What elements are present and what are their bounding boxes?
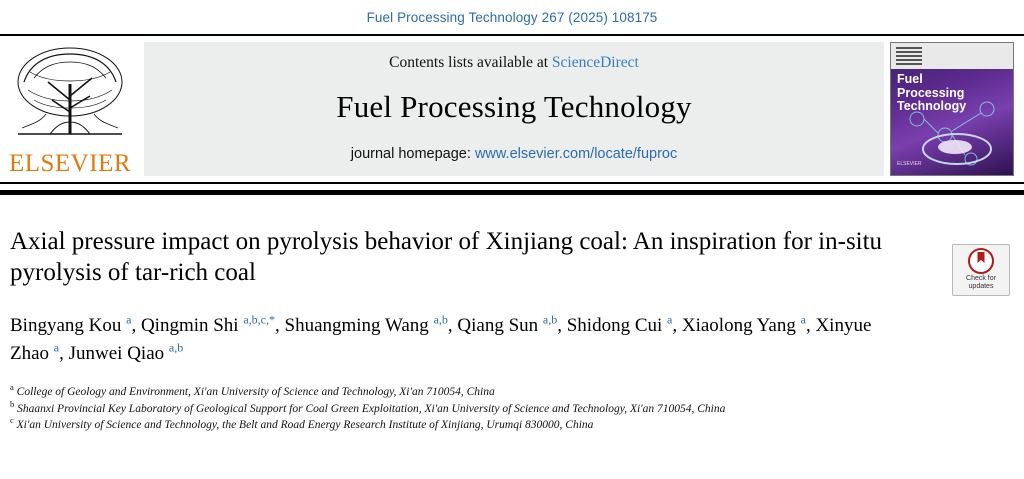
crossmark-line2: updates — [968, 283, 994, 290]
author-affiliation-mark: a,b — [433, 312, 448, 327]
elsevier-tree-icon — [4, 38, 136, 150]
affiliation-mark: a — [10, 382, 14, 393]
author-affiliation-mark: a,b — [542, 312, 558, 327]
affiliation-list — [10, 384, 1014, 434]
cover-header-bar — [891, 43, 1013, 69]
journal-masthead — [0, 34, 1024, 184]
author-name: Junwei Qiao — [68, 343, 169, 364]
journal-homepage-link[interactable]: www.elsevier.com/locate/fuproc — [474, 146, 678, 162]
author-separator: , — [447, 315, 458, 336]
affiliation-mark: c — [10, 415, 14, 426]
author-separator: , — [275, 315, 285, 336]
author-name: Shuangming Wang — [284, 315, 434, 336]
author-affiliation-mark: a — [53, 340, 60, 355]
article-header — [0, 226, 1024, 434]
author-affiliation-mark: a — [800, 312, 806, 327]
cover-title — [897, 73, 966, 114]
crossmark-line1: Check for — [966, 275, 996, 282]
affiliation-text: Shaanxi Provincial Key Laboratory of Geological Support for Coal Green Exploitation, Xi'an University of Science and Technology, Xi'an 710054, China — [14, 402, 726, 415]
running-head: Fuel Processing Technology 267 (2025) 108175 — [366, 10, 658, 25]
cover-title-line1: Fuel — [897, 72, 923, 86]
author-affiliation-mark: a,b,c,* — [243, 312, 275, 327]
sciencedirect-link[interactable]: ScienceDirect — [551, 54, 639, 71]
cover-title-line2: Processing — [897, 85, 965, 100]
author-separator: , — [59, 343, 69, 364]
cover-title-line3: Technology — [897, 99, 967, 113]
affiliation-item — [10, 398, 1014, 418]
contents-prefix: Contents lists available at — [389, 54, 549, 71]
author-affiliation-mark: a — [667, 312, 673, 327]
author-separator: , — [672, 315, 682, 336]
author-affiliation-mark: a,b — [168, 340, 184, 355]
author-name: Bingyang Kou — [10, 315, 127, 336]
author-separator: , — [131, 315, 141, 336]
contents-line — [389, 54, 639, 72]
author-name: Xiaolong Yang — [681, 315, 801, 336]
journal-cover-thumbnail — [890, 42, 1014, 176]
homepage-prefix: journal homepage: — [350, 146, 471, 162]
affiliation-item — [10, 384, 1014, 401]
elsevier-logo — [0, 36, 140, 182]
cover-barcode-icon — [896, 47, 922, 65]
affiliation-text: College of Geology and Environment, Xi'an University of Science and Technology, Xi'an 710054, China — [13, 386, 495, 398]
page-title: Axial pressure impact on pyrolysis behavior of Xinjiang coal: An inspiration for in-situ pyrolysis of tar-rich coal — [10, 228, 883, 286]
affiliation-item — [10, 417, 1014, 434]
author-list — [10, 312, 910, 368]
author-separator: , — [805, 315, 816, 336]
crossmark-icon — [968, 248, 994, 274]
author-name: Qiang Sun — [457, 315, 543, 336]
journal-title: Fuel Processing Technology — [336, 89, 692, 124]
journal-band — [144, 42, 884, 176]
cover-footer: ELSEVIER — [897, 161, 922, 167]
affiliation-mark: b — [10, 398, 15, 409]
author-name: Qingmin Shi — [140, 315, 244, 336]
crossmark-badge[interactable] — [952, 244, 1010, 296]
homepage-line — [351, 146, 677, 162]
author-affiliation-mark: a — [126, 312, 132, 327]
author-name: Xinyue Zhao — [10, 315, 872, 364]
section-divider — [0, 190, 1024, 195]
affiliation-text: Xi'an University of Science and Technology, the Belt and Road Energy Research Institute of Xinjiang, Urumqi 830000, China — [13, 419, 594, 431]
author-separator: , — [557, 315, 567, 336]
elsevier-wordmark: ELSEVIER — [8, 150, 132, 177]
author-name: Shidong Cui — [566, 315, 668, 336]
